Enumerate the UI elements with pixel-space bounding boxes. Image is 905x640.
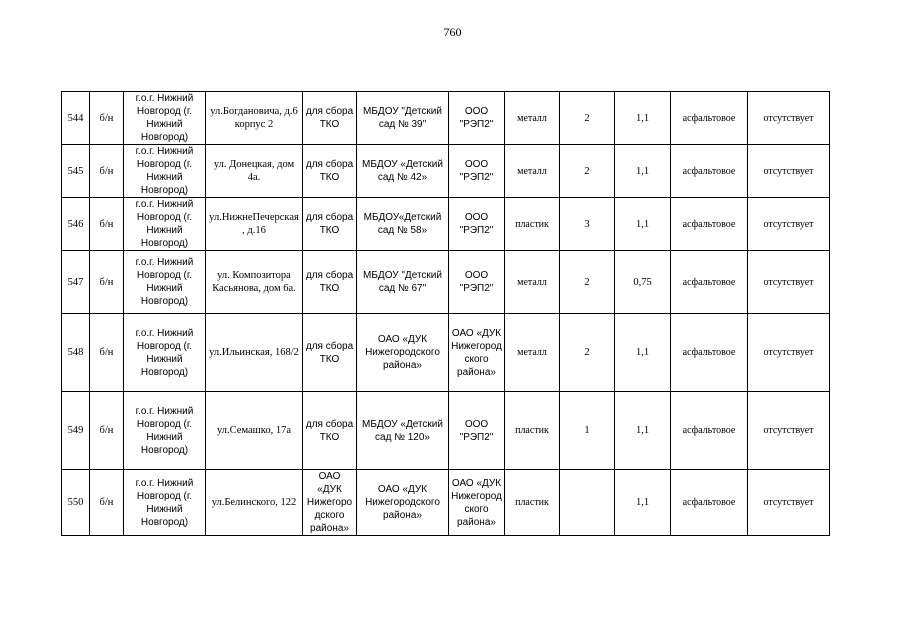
table-row [62,314,830,392]
address: ул.НижнеПечерская, д.16 [206,198,303,251]
fence: отсутствует [748,392,830,470]
container-volume: 1,1 [615,314,671,392]
surface: асфальтовое [671,145,748,198]
fence: отсутствует [748,314,830,392]
material: пластик [505,470,560,536]
surface: асфальтовое [671,392,748,470]
district: г.о.г. Нижний Новгород (г. Нижний Новгород) [124,392,206,470]
row-number: 550 [62,470,90,536]
operator: ООО "РЭП2" [449,392,505,470]
container-volume: 1,1 [615,470,671,536]
surface: асфальтовое [671,92,748,145]
container-volume: 1,1 [615,198,671,251]
purpose: для сбора ТКО [303,92,357,145]
owner: МБДОУ«Детский сад № 58» [357,198,449,251]
registry-number: б/н [90,392,124,470]
material: пластик [505,198,560,251]
address: ул. Композитора Касьянова, дом 6а. [206,251,303,314]
fence: отсутствует [748,251,830,314]
operator: ООО "РЭП2" [449,198,505,251]
material: пластик [505,392,560,470]
district: г.о.г. Нижний Новгород (г. Нижний Новгород) [124,145,206,198]
purpose: для сбора ТКО [303,198,357,251]
owner: МБДОУ "Детский сад № 39" [357,92,449,145]
container-volume: 1,1 [615,92,671,145]
table-row [62,251,830,314]
registry-number: б/н [90,314,124,392]
operator: ООО "РЭП2" [449,92,505,145]
operator: ОАО «ДУК Нижегородского района» [449,314,505,392]
address: ул.Ильинская, 168/2 [206,314,303,392]
container-count [560,470,615,536]
container-volume: 1,1 [615,392,671,470]
purpose: для сбора ТКО [303,314,357,392]
row-number: 549 [62,392,90,470]
table-row [62,92,830,145]
district: г.о.г. Нижний Новгород (г. Нижний Новгород) [124,251,206,314]
operator: ООО "РЭП2" [449,145,505,198]
address: ул.Семашко, 17а [206,392,303,470]
surface: асфальтовое [671,470,748,536]
purpose: для сбора ТКО [303,145,357,198]
material: металл [505,145,560,198]
row-number: 548 [62,314,90,392]
table-row [62,198,830,251]
registry-number: б/н [90,92,124,145]
purpose: для сбора ТКО [303,251,357,314]
material: металл [505,92,560,145]
owner: МБДОУ «Детский сад № 120» [357,392,449,470]
container-count: 2 [560,251,615,314]
operator: ОАО «ДУК Нижегородского района» [449,470,505,536]
purpose: ОАО «ДУК Нижегородского района» [303,470,357,536]
owner: МБДОУ «Детский сад № 42» [357,145,449,198]
operator: ООО "РЭП2" [449,251,505,314]
surface: асфальтовое [671,314,748,392]
registry-number: б/н [90,251,124,314]
registry-table [61,91,830,536]
material: металл [505,251,560,314]
container-volume: 0,75 [615,251,671,314]
row-number: 547 [62,251,90,314]
table-row [62,470,830,536]
owner: ОАО «ДУК Нижегородского района» [357,470,449,536]
table-row [62,392,830,470]
address: ул. Донецкая, дом 4а. [206,145,303,198]
container-count: 2 [560,145,615,198]
registry-number: б/н [90,470,124,536]
district: г.о.г. Нижний Новгород (г. Нижний Новгород) [124,314,206,392]
container-count: 3 [560,198,615,251]
owner: МБДОУ "Детский сад № 67" [357,251,449,314]
container-count: 1 [560,392,615,470]
row-number: 546 [62,198,90,251]
registry-number: б/н [90,198,124,251]
address: ул.Богдановича, д.6 корпус 2 [206,92,303,145]
registry-number: б/н [90,145,124,198]
fence: отсутствует [748,92,830,145]
container-count: 2 [560,314,615,392]
container-count: 2 [560,92,615,145]
container-volume: 1,1 [615,145,671,198]
fence: отсутствует [748,145,830,198]
purpose: для сбора ТКО [303,392,357,470]
page-number: 760 [443,25,462,39]
fence: отсутствует [748,470,830,536]
district: г.о.г. Нижний Новгород (г. Нижний Новгород) [124,470,206,536]
surface: асфальтовое [671,251,748,314]
address: ул.Белинского, 122 [206,470,303,536]
table-row [62,145,830,198]
fence: отсутствует [748,198,830,251]
district: г.о.г. Нижний Новгород (г. Нижний Новгород) [124,92,206,145]
district: г.о.г. Нижний Новгород (г. Нижний Новгород) [124,198,206,251]
owner: ОАО «ДУК Нижегородского района» [357,314,449,392]
surface: асфальтовое [671,198,748,251]
row-number: 545 [62,145,90,198]
row-number: 544 [62,92,90,145]
material: металл [505,314,560,392]
